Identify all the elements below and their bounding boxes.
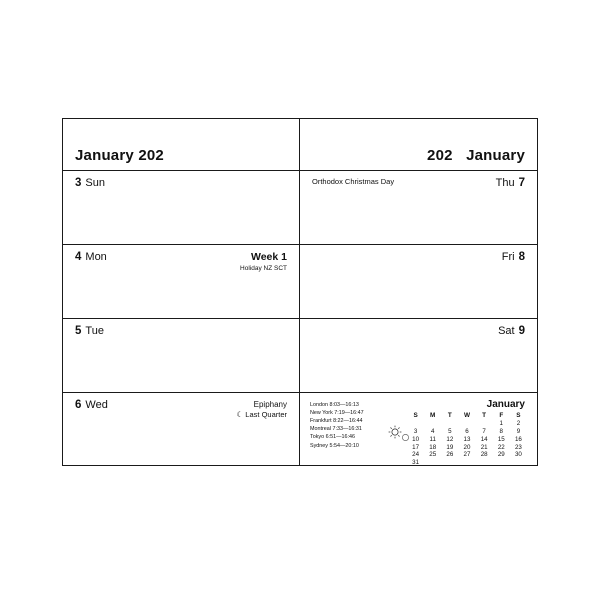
day-label-sun	[75, 177, 105, 189]
right-header-year: 202	[427, 147, 453, 164]
day-weekday-sat: Sat	[498, 325, 515, 337]
day-number-fri: 8	[518, 251, 525, 263]
mini-day[interactable]: 9	[516, 427, 521, 435]
left-header-year: 202	[138, 147, 164, 164]
mini-day[interactable]: 20	[463, 443, 471, 451]
mini-day[interactable]	[476, 459, 493, 467]
mini-day[interactable]: 1	[499, 420, 503, 428]
moon-phase-last-quarter: ☾ Last Quarter	[236, 410, 287, 420]
day-cell-tue[interactable]	[63, 319, 299, 393]
right-header-month: January	[466, 147, 525, 164]
world-time-london: London 8:03—16:13	[310, 402, 359, 408]
day-cell-mon[interactable]	[63, 245, 299, 319]
mini-day[interactable]: 31	[412, 459, 420, 467]
left-header-month: January	[75, 147, 134, 164]
day-cell-fri[interactable]	[300, 245, 537, 319]
mini-month-header-s2: S	[516, 412, 521, 420]
day-label-thu	[496, 177, 525, 189]
holiday-note-mon: Holiday NZ SCT	[240, 265, 287, 272]
mini-day[interactable]: 10	[412, 435, 420, 443]
mini-day[interactable]	[476, 420, 493, 428]
day-cell-sun[interactable]	[63, 171, 299, 245]
mini-day[interactable]: 5	[448, 427, 452, 435]
day-label-mon	[75, 251, 107, 263]
right-page	[300, 119, 537, 465]
mini-month-week-row	[407, 420, 527, 428]
mini-day[interactable]: 14	[480, 435, 488, 443]
day-number-thu: 7	[518, 177, 525, 189]
mini-day[interactable]: 4	[430, 427, 435, 435]
week-number-note: Week 1	[251, 251, 287, 263]
mini-day[interactable]: 11	[429, 435, 436, 443]
event-epiphany: Epiphany	[253, 400, 287, 409]
mini-day[interactable]: 7	[482, 427, 486, 435]
mini-day[interactable]	[424, 420, 441, 428]
day-label-fri	[502, 251, 525, 263]
day-number-sun: 3	[75, 177, 82, 189]
mini-day[interactable]: 8	[499, 427, 503, 435]
left-page	[63, 119, 300, 465]
mini-day[interactable]: 23	[514, 443, 522, 451]
mini-day[interactable]: 28	[480, 451, 488, 459]
mini-day[interactable]	[458, 420, 475, 428]
mini-month-header-m: M	[430, 412, 436, 420]
mini-day[interactable]: 27	[463, 451, 471, 459]
mini-month-week-row	[407, 435, 527, 443]
mini-day[interactable]: 24	[412, 451, 420, 459]
mini-day[interactable]: 19	[446, 443, 454, 451]
mini-month-header-f: F	[499, 412, 504, 420]
mini-month-week-row	[407, 451, 527, 459]
mini-day[interactable]	[424, 459, 441, 467]
day-label-sat	[498, 325, 525, 337]
day-weekday-fri: Fri	[501, 251, 515, 263]
mini-day[interactable]: 29	[497, 451, 505, 459]
mini-day[interactable]: 30	[514, 451, 522, 459]
info-panel	[300, 393, 537, 467]
day-number-wed: 6	[75, 399, 82, 411]
mini-month-header-w: W	[463, 412, 471, 420]
left-header-title	[75, 147, 164, 164]
day-cell-wed[interactable]	[63, 393, 299, 467]
mini-month-week-row	[407, 443, 527, 451]
mini-day[interactable]	[441, 459, 458, 467]
mini-month-week-row	[407, 459, 527, 467]
right-header-title	[427, 147, 525, 164]
mini-day[interactable]	[458, 459, 475, 467]
mini-day[interactable]	[407, 420, 424, 428]
mini-month-header-s1: S	[413, 412, 418, 420]
calendar-spread	[62, 118, 538, 466]
mini-day[interactable]	[510, 459, 527, 467]
mini-day[interactable]: 17	[412, 443, 420, 451]
day-weekday-thu: Thu	[495, 177, 515, 189]
day-number-mon: 4	[75, 251, 82, 263]
right-page-header	[300, 119, 537, 171]
mini-day[interactable]: 18	[429, 443, 437, 451]
day-number-tue: 5	[75, 325, 82, 337]
left-page-header	[63, 119, 299, 171]
day-weekday-wed: Wed	[85, 399, 108, 411]
world-time-frankfurt: Frankfurt 8:22—16:44	[310, 418, 363, 425]
day-weekday-sun: Sun	[85, 177, 105, 189]
mini-day[interactable]	[441, 420, 458, 428]
mini-day[interactable]: 25	[429, 451, 437, 459]
mini-day[interactable]	[493, 459, 510, 467]
day-cell-thu[interactable]	[300, 171, 537, 245]
day-weekday-tue: Tue	[85, 325, 104, 337]
world-time-sydney: Sydney 5:54—20:10	[310, 442, 359, 449]
day-label-wed	[75, 399, 108, 411]
world-time-montreal: Montreal 7:33—16:31	[310, 426, 362, 433]
event-orthodox-christmas: Orthodox Christmas Day	[312, 177, 395, 186]
mini-month-header-row	[407, 412, 527, 420]
world-time-tokyo: Tokyo 6:51—16:46	[310, 434, 355, 441]
mini-day[interactable]: 6	[465, 427, 469, 435]
mini-day[interactable]: 3	[413, 427, 418, 435]
day-weekday-mon: Mon	[85, 251, 107, 263]
mini-day[interactable]: 16	[514, 435, 522, 443]
mini-month-header-t1: T	[447, 412, 452, 420]
mini-day[interactable]: 12	[446, 435, 454, 443]
world-time-new-york: New York 7:19—16:47	[310, 410, 364, 417]
mini-day[interactable]: 15	[497, 435, 505, 443]
mini-day[interactable]: 26	[446, 451, 454, 459]
day-number-sat: 9	[518, 325, 525, 337]
mini-day[interactable]: 22	[497, 443, 505, 451]
mini-day[interactable]: 13	[463, 435, 471, 443]
day-cell-sat[interactable]	[300, 319, 537, 393]
mini-month-week-row	[407, 428, 527, 436]
mini-day[interactable]: 21	[480, 443, 488, 451]
day-label-tue	[75, 325, 104, 337]
mini-month-header-t2: T	[482, 412, 487, 420]
mini-month-table	[407, 412, 527, 466]
mini-month-calendar	[407, 399, 527, 466]
mini-month-title: January	[486, 399, 525, 410]
world-sunrise-sunset-list	[310, 401, 364, 450]
event-note-wed	[237, 399, 288, 421]
mini-day[interactable]: 2	[516, 420, 521, 428]
